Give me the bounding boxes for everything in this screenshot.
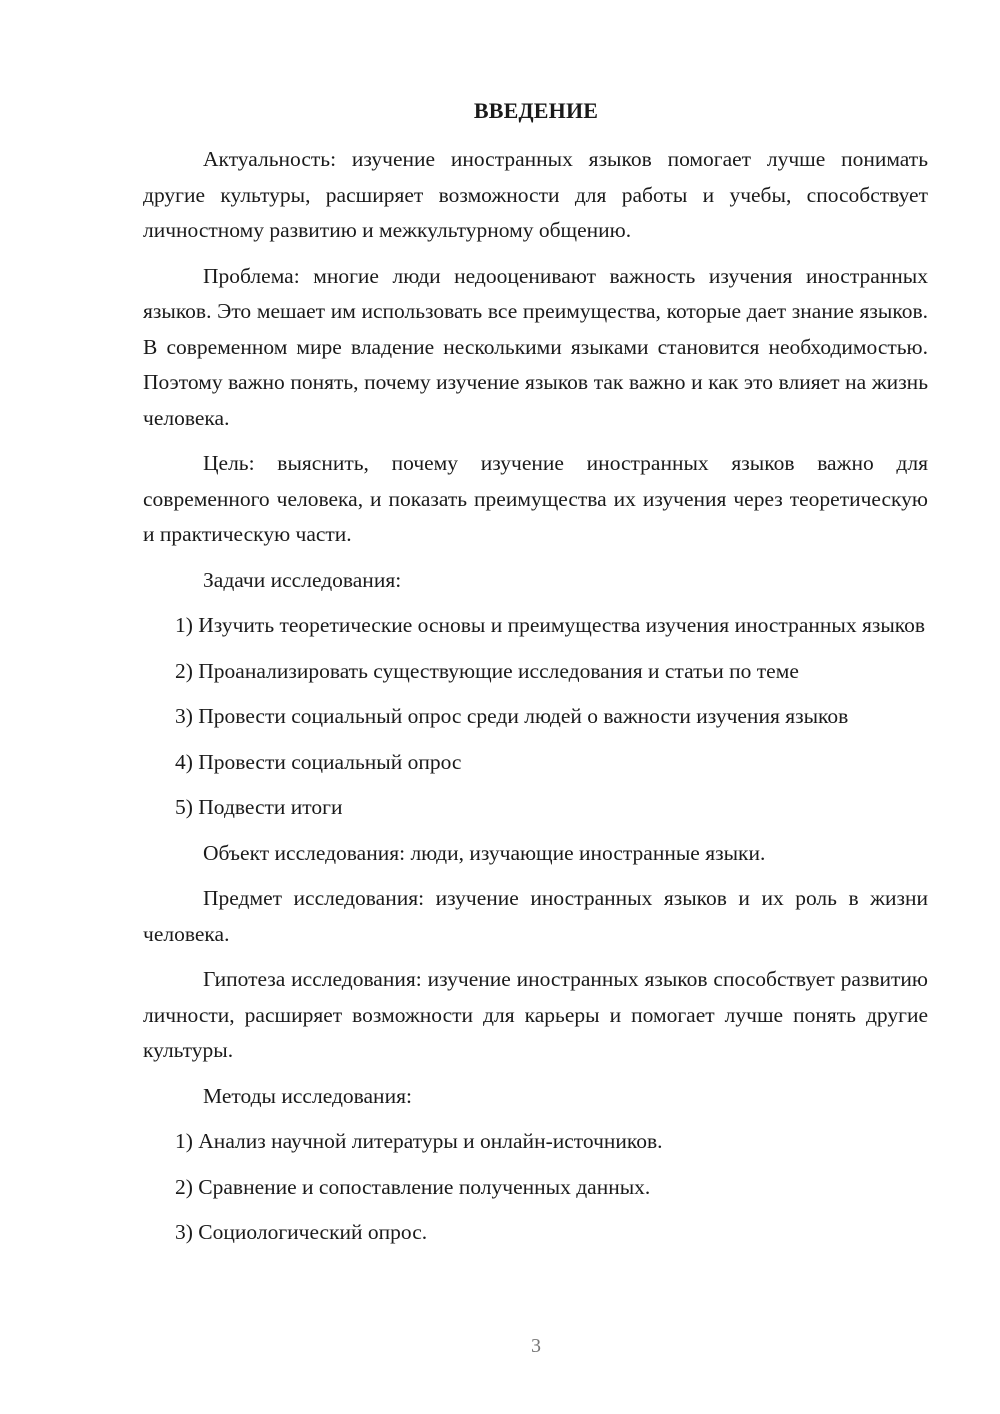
paragraph-subject: Предмет исследования: изучение иностранных языков и их роль в жизни человека. xyxy=(143,886,928,946)
paragraph-hypothesis: Гипотеза исследования: изучение иностранных языков способствует развитию личности, расширяет возможности для карьеры и помогает лучше понять другие культуры. xyxy=(143,967,928,1062)
list-item-task-3: 3) Провести социальный опрос среди людей о важности изучения языков xyxy=(175,704,849,728)
list-item-task-1: 1) Изучить теоретические основы и преимущества изучения иностранных языков xyxy=(175,613,926,637)
paragraph-object: Объект исследования: люди, изучающие иностранные языки. xyxy=(203,840,766,865)
list-item-task-4: 4) Провести социальный опрос xyxy=(175,749,462,774)
paragraph-goal: Цель: выяснить, почему изучение иностранных языков важно для современного человека, и показать преимущества их изучения через теоретическую и практическую части. xyxy=(143,451,928,546)
paragraph-relevance: Актуальность: изучение иностранных языков помогает лучше понимать другие культуры, расширяет возможности для работы и учебы, способствует личностному развитию и межкультурному общению. xyxy=(143,147,928,242)
list-item-task-2: 2) Проанализировать существующие исследования и статьи по теме xyxy=(175,658,799,683)
paragraph-methods-heading: Методы исследования: xyxy=(203,1083,412,1108)
list-item-method-2: 2) Сравнение и сопоставление полученных данных. xyxy=(175,1174,651,1199)
section-heading: ВВЕДЕНИЕ xyxy=(473,98,599,123)
paragraph-tasks-heading: Задачи исследования: xyxy=(203,567,402,592)
paragraph-problem: Проблема: многие люди недооценивают важность изучения иностранных языков. Это мешает им использовать все преимущества, которые дает знание языков. В современном мире владение несколькими языками становится необходимостью. Поэтому важно понять, почему изучение языков так важно и как это влияет на жизнь человека. xyxy=(143,263,928,430)
list-item-method-3: 3) Социологический опрос. xyxy=(175,1220,428,1244)
list-item-method-1: 1) Анализ научной литературы и онлайн-источников. xyxy=(175,1129,663,1153)
page-number: 3 xyxy=(531,1335,541,1357)
body-text xyxy=(143,142,928,1261)
list-item-task-5: 5) Подвести итоги xyxy=(175,795,343,819)
